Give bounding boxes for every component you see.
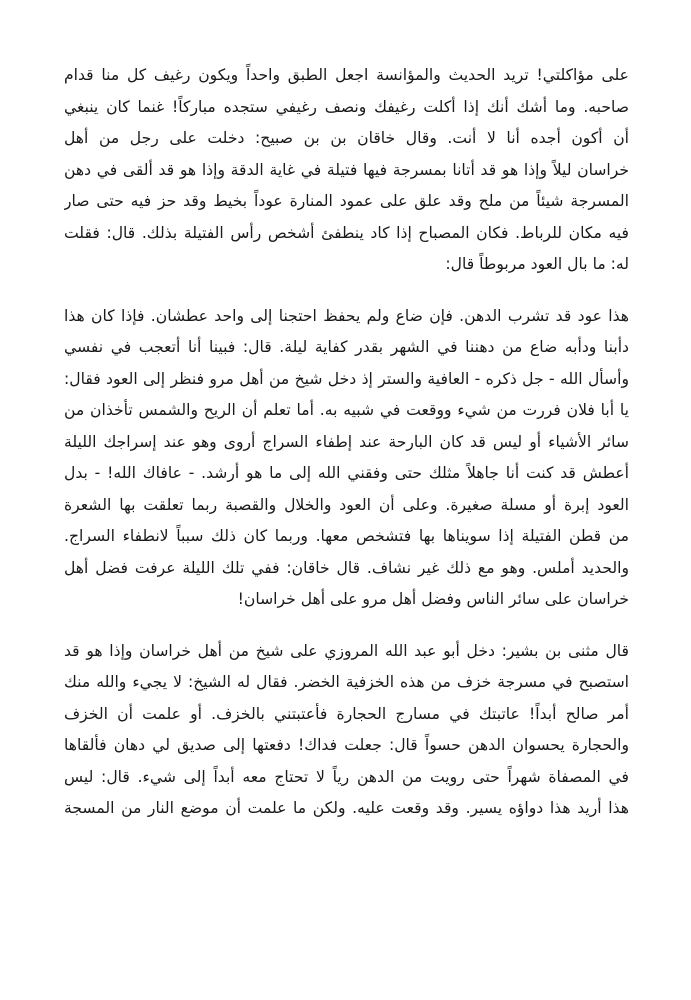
paragraph-3 (64, 636, 629, 825)
text-line: يا أبا فلان فررت من شيء ووقعت في شبيه به. أما تعلم أن الريح والشمس تأخذان من (64, 401, 629, 419)
text-line: استصبح في مسرجة خزف من هذه الخزفية الخضر. فقال له الشيخ: لا يجيء والله منك (64, 673, 629, 691)
text-line: صاحبه. وما أشك أنك إذا أكلت رغيفك ونصف رغيفي ستجده مباركاً! غنما كان ينبغي (64, 97, 629, 116)
paragraph-2 (64, 301, 629, 616)
text-line: وأسأل الله - جل ذكره - العافية والستر إذ دخل شيخ من أهل مرو فنظر إلى العود فقال: (64, 369, 629, 388)
text-line: من قطن الفتيلة إذا سويناها بها فتشخص معها. وربما كان ذلك سبباً لانطفاء السراج. (64, 527, 629, 545)
body-text (64, 60, 629, 825)
text-line: أعطش قد كنت أنا جاهلاً مثلك حتى وفقني الله إلى ما هو أرشد. - عافاك الله! - بدل (64, 464, 629, 482)
text-line: والحجارة يحسوان الدهن حسواً قال: جعلت فداك! دفعتها إلى صديق لي دهان فألقاها (64, 736, 629, 754)
text-line: له: ما بال العود مربوطاً قال: (445, 255, 629, 273)
text-line: أن أكون أجده أنا لا أنت. وقال خاقان بن بن صبيح: دخلت على رجل من أهل (64, 129, 629, 147)
paragraph-1 (64, 60, 629, 281)
text-line: المسرجة شيئاً من ملح وقد علق على عمود المنارة عوداً بخيط وقد حز فيه حتى صار (64, 192, 629, 210)
text-line: هذا عود قد تشرب الدهن. فإن ضاع ولم يحفظ احتجنا إلى واحد عطشان. فإذا كان هذا (64, 306, 629, 325)
text-line: فيه مكان للرباط. فكان المصباح إذا كاد ينطفئ أشخص رأس الفتيلة بذلك. قال: فقلت (64, 223, 629, 242)
text-line: خراسان على سائر الناس وفضل أهل مرو على أهل خراسان! (237, 590, 629, 608)
text-line: في المصفاة شهراً حتى رويت من الدهن رياً لا تحتاج معه أبداً إلى شيء. قال: ليس (64, 767, 629, 786)
text-line: العود إبرة أو مسلة صغيرة. وعلى أن العود والخلال والقصبة ربما تعلقت بها الشعرة (64, 495, 629, 514)
text-line: أمر صالح أبداً! عاتبتك في مسارج الحجارة فأعتبتني بالخزف. أو علمت أن الخزف (64, 704, 629, 723)
text-line: على مؤاكلتي! تريد الحديث والمؤانسة اجعل الطبق واحداً ويكون رغيف كل منا قدام (64, 66, 629, 84)
text-line: قال مثنى بن بشير: دخل أبو عبد الله المروزي على شيخ من أهل خراسان وإذا هو قد (64, 641, 629, 660)
text-line: خراسان ليلاً وإذا هو قد أتانا بمسرجة فيها فتيلة في غاية الدقة وإذا هو قد ألقى في دهن (64, 160, 629, 179)
text-line: دأبنا ودأبه ضاع من دهننا في الشهر بقدر كفاية ليلة. قال: فبينا أنا أتعجب في نفسي (64, 338, 629, 356)
text-line: سائر الأشياء أو ليس قد كان البارحة عند إطفاء السراج أروى وهو عند إسراجك الليلة (64, 432, 629, 451)
text-line: هذا أريد هذا دواؤه يسير. وقد وقعت عليه. ولكن ما علمت أن موضع النار من المسجة (64, 799, 629, 817)
text-line: والحديد أملس. وهو مع ذلك غير نشاف. قال خاقان: ففي تلك الليلة عرفت فضل أهل (64, 558, 629, 577)
